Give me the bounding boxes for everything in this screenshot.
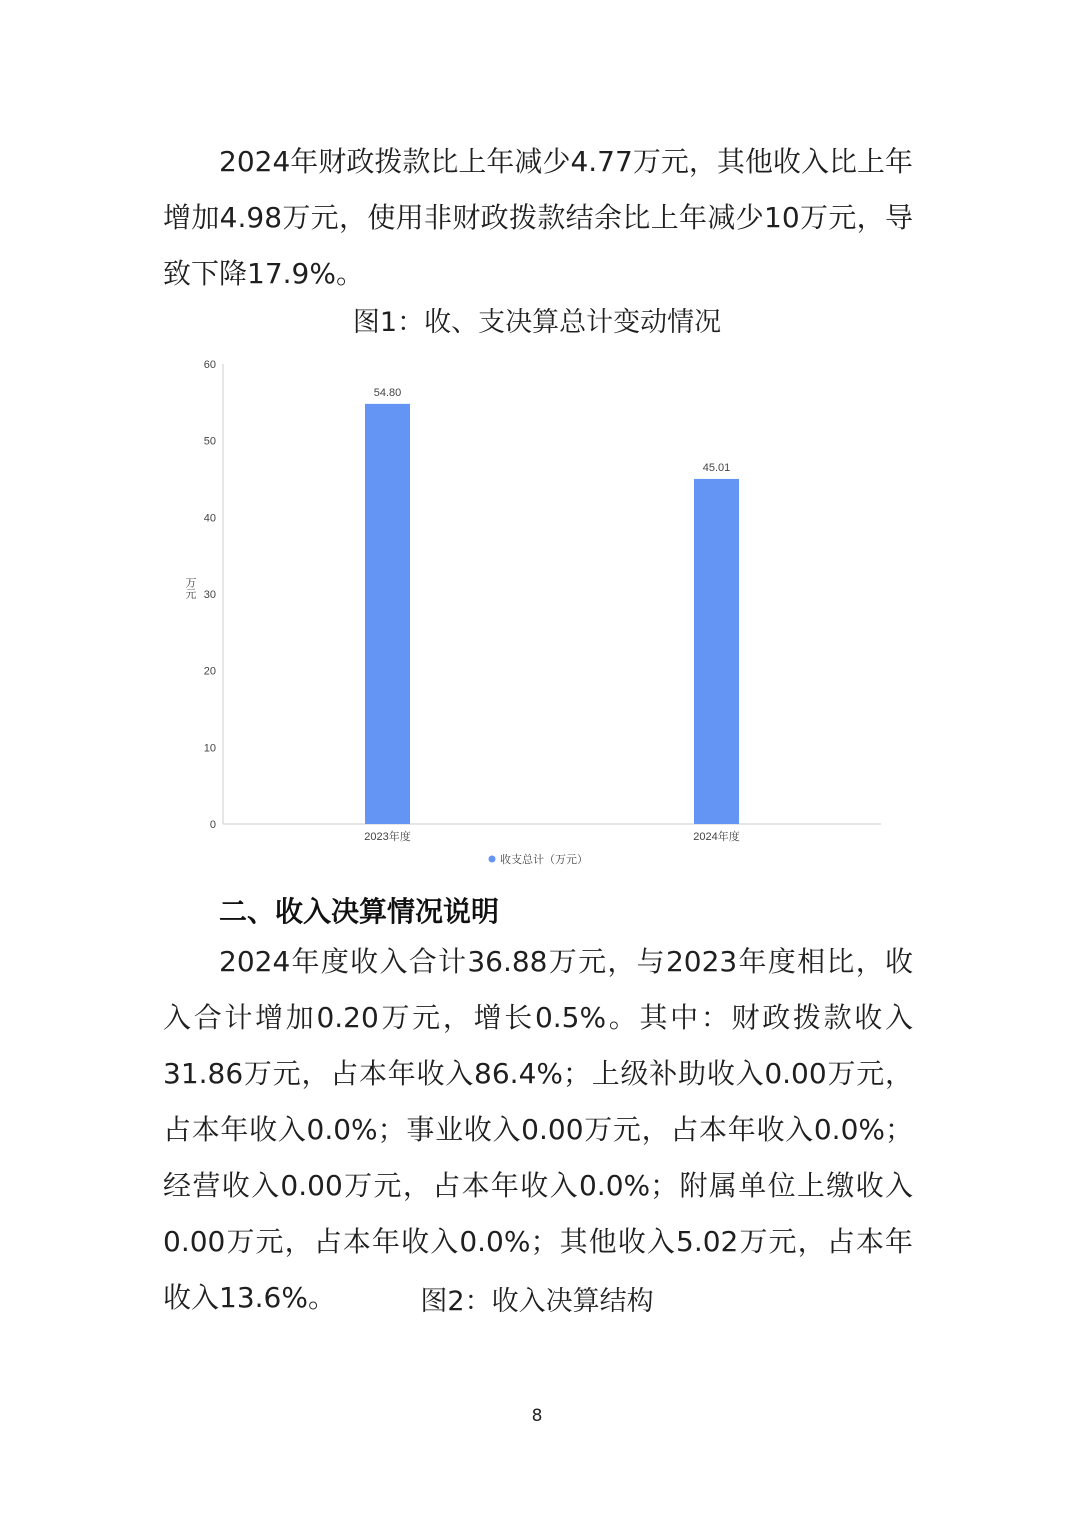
- figure2-caption: 图2：收入决算结构: [420, 1286, 654, 1317]
- x-tick-label: 2023年度: [364, 831, 411, 843]
- bar-value-label: 45.01: [702, 461, 731, 474]
- y-tick-label: 50: [203, 435, 216, 448]
- y-axis-label: 万元: [184, 577, 196, 599]
- paragraph-fiscal-change: 2024年财政拨款比上年减少4.77万元，其他收入比上年增加4.98万元，使用非财政拨款结余比上年减少10万元，导致下降17.9%。: [163, 145, 913, 290]
- x-tick-labels: [364, 829, 739, 843]
- y-tick-label: 60: [203, 359, 216, 371]
- bars: [365, 387, 739, 824]
- income-expense-bar-chart: [168, 348, 888, 873]
- y-tick-label: 0: [209, 819, 216, 831]
- figure1-caption: 图1：收、支决算总计变动情况: [352, 307, 722, 338]
- y-tick-labels: [204, 359, 216, 831]
- page-number: 8: [531, 1406, 543, 1426]
- section-heading: 二、收入决算情况说明: [219, 895, 500, 928]
- y-tick-label: 40: [203, 512, 216, 525]
- bar: [365, 404, 410, 824]
- y-tick-label: 30: [203, 589, 216, 601]
- bar: [694, 479, 739, 824]
- chart-legend: [489, 852, 589, 866]
- y-tick-label: 20: [203, 665, 216, 678]
- legend-label: 收支总计（万元）: [500, 854, 588, 866]
- y-tick-label: 10: [203, 742, 216, 755]
- legend-marker: [489, 856, 496, 863]
- bar-value-label: 54.80: [373, 386, 402, 399]
- x-tick-label: 2024年度: [693, 831, 740, 843]
- paragraph-income-summary: 2024年度收入合计36.88万元，与2023年度相比，收入合计增加0.20万元，增长0.5%。其中：财政拨款收入31.86万元，占本年收入86.4%；上级补助收入0.00万元，占本年收入0.0%；事业收入0.00万元，占本年收入0.0%；经营收入0.00万元，占本年收入0.0%；附属单位上缴收入0.00万元，占本年收入0.0%；其他收入5.02万元，占本年收入13.6%。: [163, 945, 913, 1314]
